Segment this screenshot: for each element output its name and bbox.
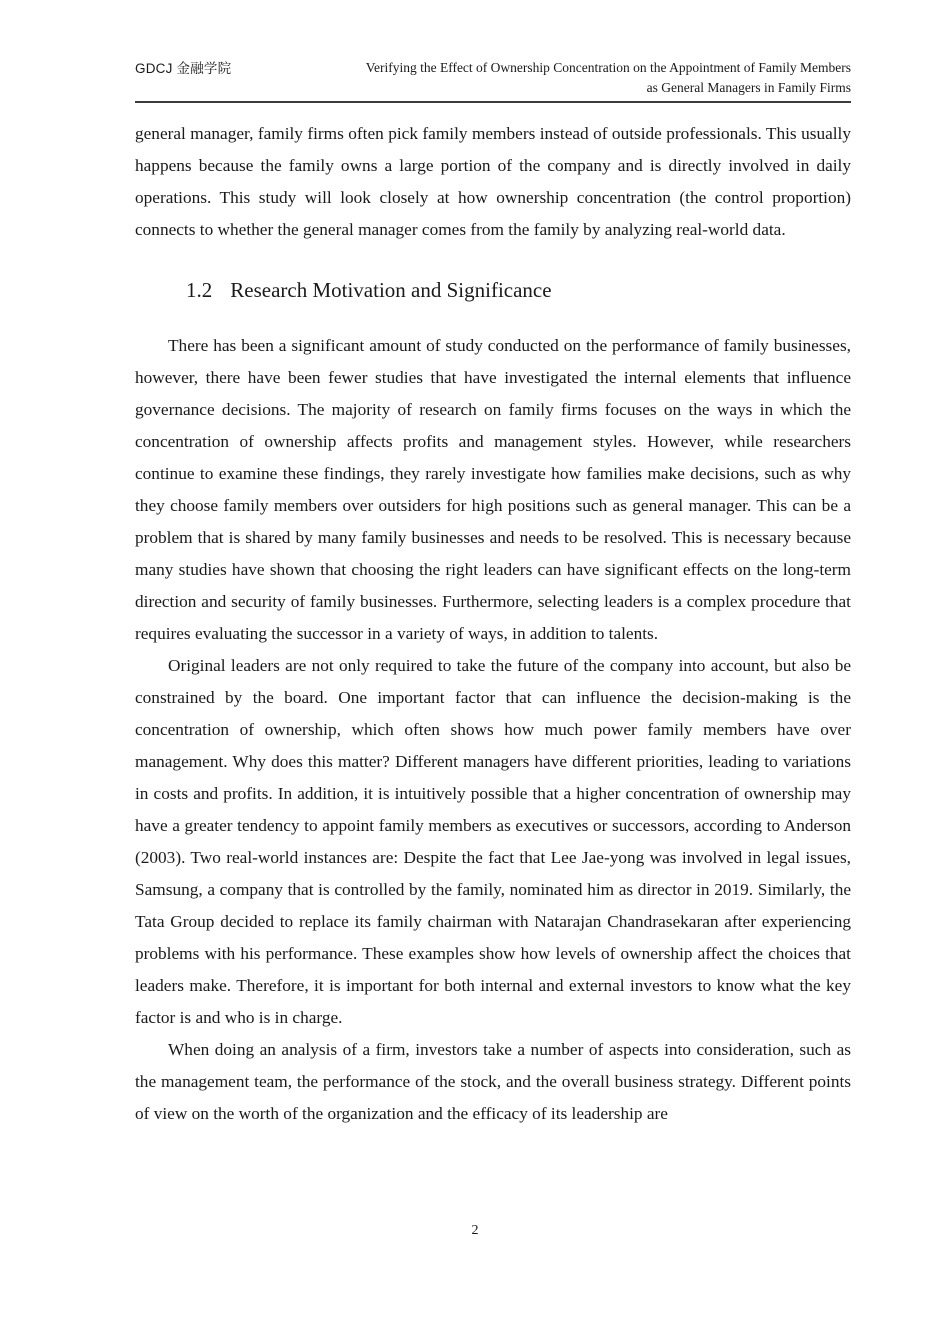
section-number: 1.2 <box>186 278 213 302</box>
page-footer <box>0 1222 950 1240</box>
paragraph-3: When doing an analysis of a firm, investors take a number of aspects into consideration, such as the management team, the performance of the stock, and the overall business strategy. Different points of view on the worth of the organization and the efficacy of its leadership are <box>135 1040 851 1123</box>
paragraph-continued: general manager, family firms often pick family members instead of outside professionals. This usually happens because the family owns a large portion of the company and is directly involved in daily operations. This study will look closely at how ownership concentration (the control proportion) connects to whether the general manager comes from the family by analyzing real-world data. <box>135 124 851 239</box>
heading-spacer-top <box>135 246 851 274</box>
section-title: Research Motivation and Significance <box>230 278 552 302</box>
header-title-line-2: as General Managers in Family Firms <box>646 79 851 95</box>
header-title-line-1: Verifying the Effect of Ownership Concentration on the Appointment of Family Members <box>365 60 851 75</box>
header-row <box>135 58 851 97</box>
header-divider <box>135 101 851 103</box>
paragraph-2: Original leaders are not only required to take the future of the company into account, but also be constrained by the board. One important factor that can influence the decision-making is the concentration of ownership, which often shows how much power family members have over management. Why does this matter? Different managers have different priorities, leading to variations in costs and profits. In addition, it is intuitively possible that a higher concentration of ownership may have a greater tendency to appoint family members as executives or successors, according to Anderson (2003). Two real-world instances are: Despite the fact that Lee Jae-yong was involved in legal issues, Samsung, a company that is controlled by the family, nominated him as director in 2019. Similarly, the Tata Group decided to replace its family chairman with Natarajan Chandrasekaran after experiencing problems with his performance. These examples show how levels of ownership affect the choices that leaders make. Therefore, it is important for both internal and external investors to know what the key factor is and who is in charge. <box>135 656 851 1027</box>
page-content <box>135 118 851 1130</box>
heading-spacer-bottom <box>135 306 851 330</box>
header-title <box>366 58 851 97</box>
section-heading-1-2 <box>135 274 851 306</box>
page-header <box>135 58 851 111</box>
paragraph-1: There has been a significant amount of study conducted on the performance of family businesses, however, there have been fewer studies that have investigated the internal elements that influence governance decisions. The majority of research on family firms focuses on the ways in which the concentration of ownership affects profits and management styles. However, while researchers continue to examine these findings, they rarely investigate how families make decisions, such as why they choose family members over outsiders for high positions such as general manager. This can be a problem that is shared by many family businesses and needs to be resolved. This is necessary because many studies have shown that choosing the right leaders can have significant effects on the long-term direction and security of family businesses. Furthermore, selecting leaders is a complex procedure that requires evaluating the successor in a variety of ways, in addition to talents. <box>135 336 851 643</box>
page-number: 2 <box>471 1223 479 1238</box>
header-institution: GDCJ 金融学院 <box>135 61 232 76</box>
